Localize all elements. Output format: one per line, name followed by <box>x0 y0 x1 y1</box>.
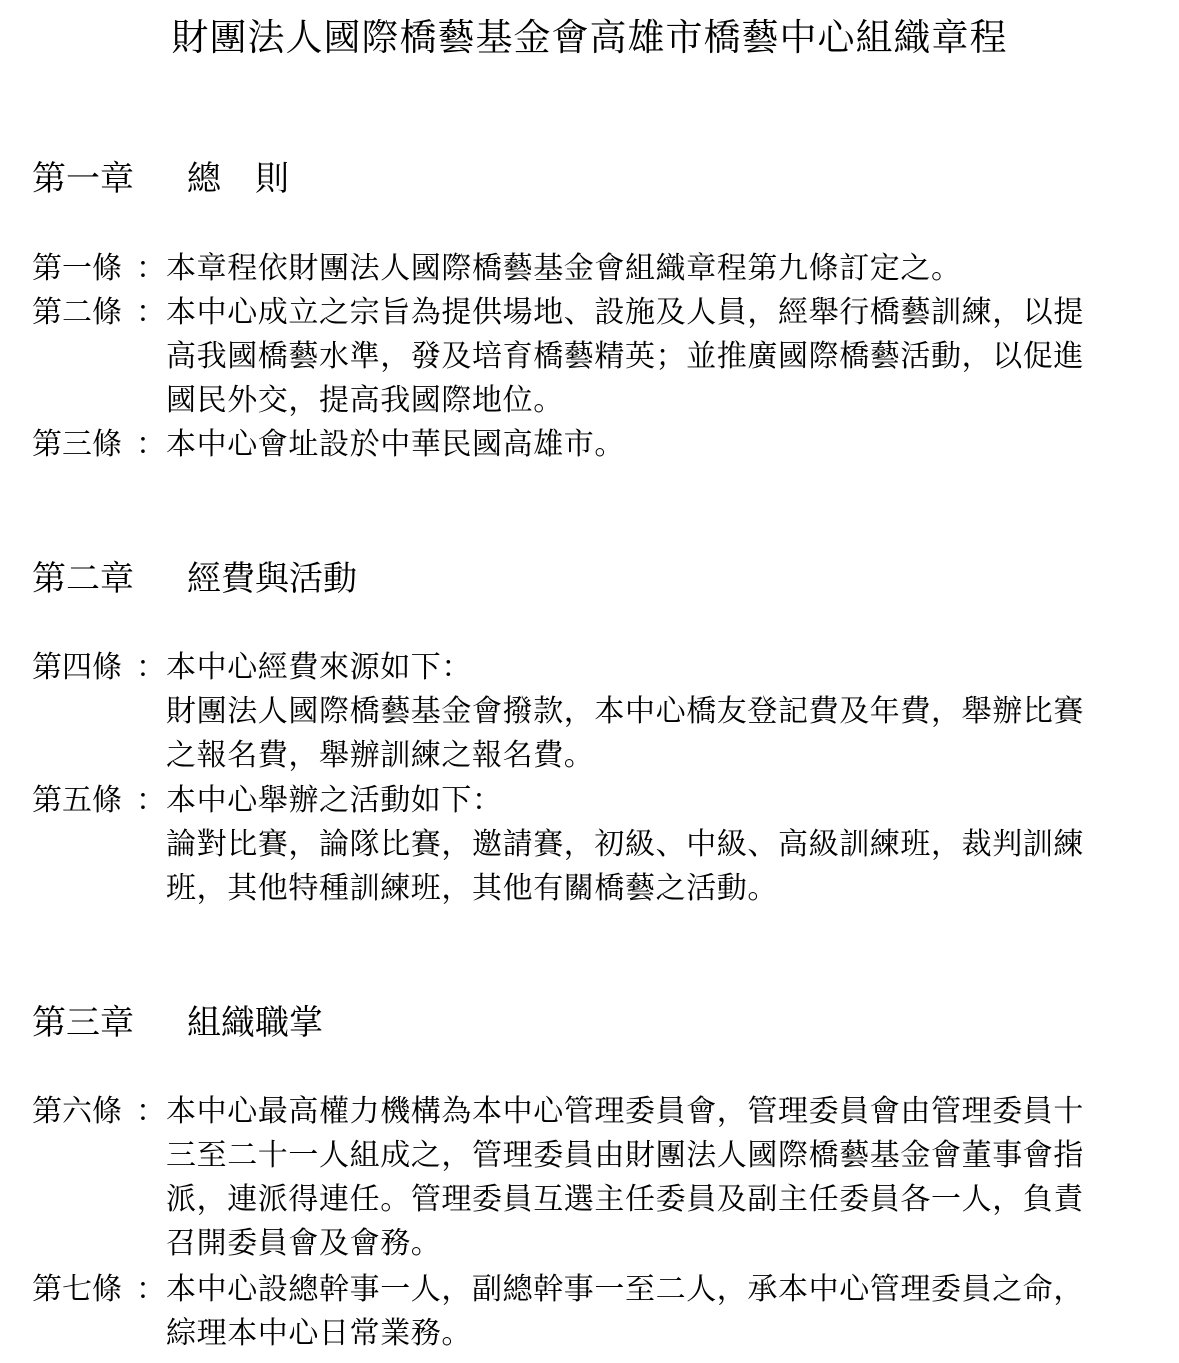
article-body <box>166 779 1164 911</box>
document-title: 財團法人國際橋藝基金會高雄市橋藝中心組織章程 <box>171 16 1008 59</box>
article-colon: ： <box>136 295 166 330</box>
article-label: 第三條 <box>32 427 122 462</box>
chapter-number: 第一章 <box>32 159 134 199</box>
article-colon: ： <box>136 783 166 818</box>
article-line: 本中心成立之宗旨為提供場地、設施及人員，經舉行橋藝訓練，以提 <box>166 295 1084 330</box>
chapter-heading <box>32 157 289 201</box>
chapter-name: 總 則 <box>187 159 289 199</box>
article-line: 綜理本中心日常業務。 <box>166 1316 472 1351</box>
article <box>32 247 1164 291</box>
article-line: 高我國橋藝水準，發及培育橋藝精英；並推廣國際橋藝活動，以促進 <box>166 339 1084 374</box>
article <box>32 646 1164 778</box>
chapter-heading <box>32 1001 323 1045</box>
article-colon: ： <box>136 650 166 685</box>
article-line: 三至二十一人組成之，管理委員由財團法人國際橋藝基金會董事會指 <box>166 1138 1084 1173</box>
article-line: 本中心設總幹事一人，副總幹事一至二人，承本中心管理委員之命， <box>166 1272 1084 1307</box>
article-line: 論對比賽，論隊比賽，邀請賽，初級、中級、高級訓練班，裁判訓練 <box>166 827 1084 862</box>
article-line: 本中心舉辦之活動如下： <box>166 783 503 818</box>
article-line: 召開委員會及會務。 <box>166 1226 442 1261</box>
article <box>32 1268 1164 1356</box>
article-colon: ： <box>136 427 166 462</box>
article-colon: ： <box>136 1094 166 1129</box>
article-colon: ： <box>136 251 166 286</box>
article-label: 第一條 <box>32 251 122 286</box>
article-body <box>166 423 1164 467</box>
article-body <box>166 1090 1164 1266</box>
article-body <box>166 646 1164 778</box>
article-body <box>166 247 1164 291</box>
article <box>32 423 1164 467</box>
article-line: 班，其他特種訓練班，其他有關橋藝之活動。 <box>166 871 778 906</box>
chapter-name: 組織職掌 <box>187 1003 323 1043</box>
chapter-name: 經費與活動 <box>187 559 357 599</box>
article <box>32 291 1164 423</box>
article-label: 第六條 <box>32 1094 122 1129</box>
article-body <box>166 1268 1164 1356</box>
article-label: 第五條 <box>32 783 122 818</box>
article <box>32 1090 1164 1266</box>
article-line: 國民外交，提高我國際地位。 <box>166 383 564 418</box>
article-line: 本中心經費來源如下： <box>166 650 472 685</box>
article <box>32 779 1164 911</box>
article-line: 本中心最高權力機構為本中心管理委員會，管理委員會由管理委員十 <box>166 1094 1084 1129</box>
article-body <box>166 291 1164 423</box>
article-line: 本章程依財團法人國際橋藝基金會組織章程第九條訂定之。 <box>166 251 962 286</box>
chapter-heading <box>32 557 357 601</box>
chapter-number: 第三章 <box>32 1003 134 1043</box>
chapter-number: 第二章 <box>32 559 134 599</box>
article-line: 派，連派得連任。管理委員互選主任委員及副主任委員各一人，負責 <box>166 1182 1084 1217</box>
article-line: 之報名費，舉辦訓練之報名費。 <box>166 738 595 773</box>
article-label: 第二條 <box>32 295 122 330</box>
article-label: 第七條 <box>32 1272 122 1307</box>
article-line: 財團法人國際橋藝基金會撥款，本中心橋友登記費及年費，舉辦比賽 <box>166 694 1084 729</box>
article-colon: ： <box>136 1272 166 1307</box>
article-label: 第四條 <box>32 650 122 685</box>
article-line: 本中心會址設於中華民國高雄市。 <box>166 427 625 462</box>
